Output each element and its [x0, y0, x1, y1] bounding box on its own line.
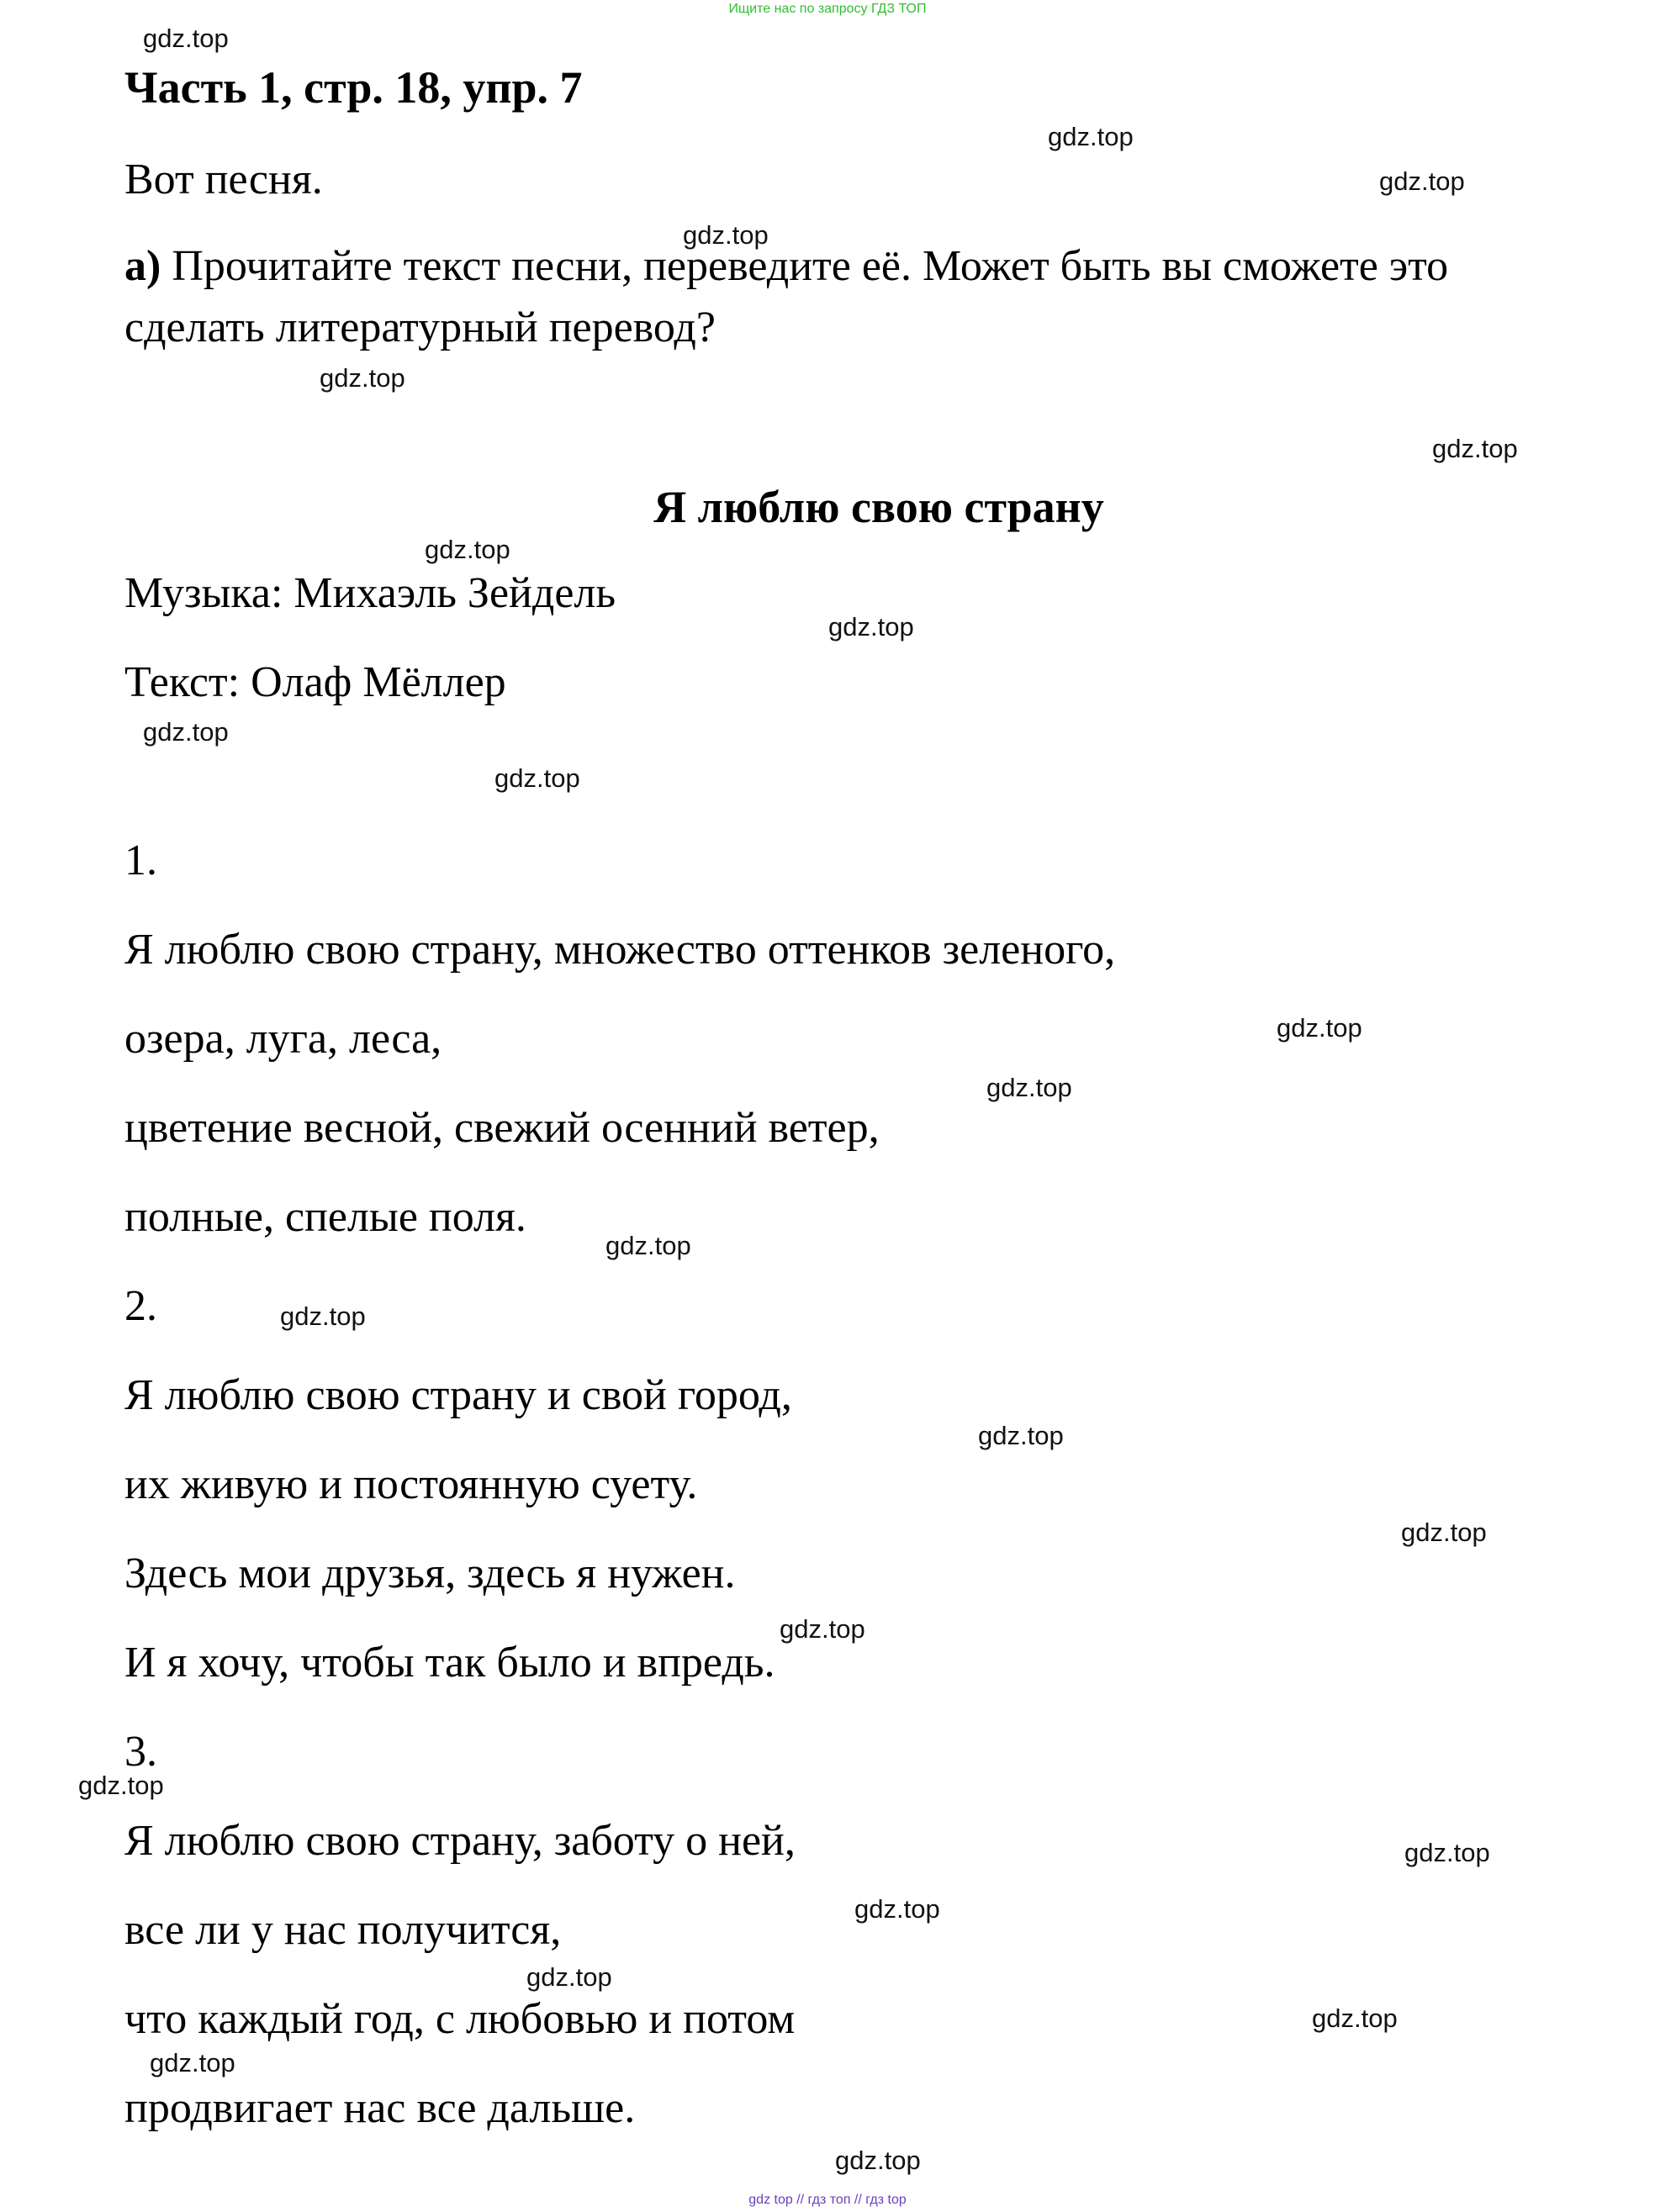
task-text-1: Прочитайте текст песни, переведите её. Может быть вы сможете это — [172, 242, 1449, 290]
watermark: gdz.top — [425, 535, 510, 564]
verse-3-number: 3. — [124, 1728, 157, 1776]
watermark: gdz.top — [320, 363, 405, 393]
song-lyrics-credit: Текст: Олаф Мёллер — [124, 658, 506, 706]
task-line-1 — [124, 240, 1448, 293]
watermark: gdz.top — [978, 1421, 1064, 1450]
exercise-heading: Часть 1, стр. 18, упр. 7 — [124, 62, 583, 113]
watermark: gdz.top — [1048, 122, 1134, 151]
watermark: gdz.top — [143, 24, 229, 53]
intro-text: Вот песня. — [124, 156, 323, 203]
watermark: gdz.top — [854, 1894, 940, 1924]
watermark: gdz.top — [828, 612, 914, 641]
watermark: gdz.top — [1312, 2003, 1398, 2033]
watermark: gdz.top — [1432, 434, 1518, 463]
task-label: а) — [124, 242, 161, 290]
verse-2-number: 2. — [124, 1282, 157, 1330]
verse-1-line-1: Я люблю свою страну, множество оттенков зеленого, — [124, 926, 1116, 974]
verse-3-line-3: что каждый год, с любовью и потом — [124, 1995, 796, 2043]
song-title: Я люблю свою страну — [653, 482, 1104, 532]
watermark: gdz.top — [1277, 1013, 1362, 1043]
watermark: gdz.top — [280, 1301, 366, 1331]
verse-3-line-1: Я люблю свою страну, заботу о ней, — [124, 1817, 796, 1865]
verse-1-line-4: полные, спелые поля. — [124, 1193, 526, 1241]
watermark: gdz.top — [780, 1614, 865, 1644]
watermark: gdz.top — [835, 2146, 921, 2175]
watermark: gdz.top — [683, 220, 769, 250]
watermark: gdz.top — [78, 1771, 164, 1800]
verse-1-line-3: цветение весной, свежий осенний ветер, — [124, 1104, 880, 1152]
verse-2-line-4: И я хочу, чтобы так было и впредь. — [124, 1639, 775, 1687]
footer-watermark: gdz top // гдз топ // гдз top — [748, 2193, 907, 2207]
verse-2-line-2: их живую и постоянную суету. — [124, 1460, 698, 1508]
watermark: gdz.top — [986, 1073, 1072, 1102]
verse-3-line-2: все ли у нас получится, — [124, 1906, 562, 1954]
song-music-credit: Музыка: Михаэль Зейдель — [124, 569, 616, 617]
watermark: gdz.top — [494, 763, 580, 793]
verse-2-line-3: Здесь мои друзья, здесь я нужен. — [124, 1549, 736, 1597]
watermark: gdz.top — [1401, 1518, 1487, 1547]
verse-1-line-2: озера, луга, леса, — [124, 1015, 442, 1063]
verse-1-number: 1. — [124, 837, 157, 884]
verse-2-line-1: Я люблю свою страну и свой город, — [124, 1371, 792, 1419]
top-banner: Ищите нас по запросу ГДЗ ТОП — [728, 2, 927, 16]
watermark: gdz.top — [605, 1231, 691, 1260]
verse-3-line-4: продвигает нас все дальше. — [124, 2084, 636, 2132]
watermark: gdz.top — [143, 717, 229, 747]
watermark: gdz.top — [1404, 1838, 1490, 1867]
task-line-2: сделать литературный перевод? — [124, 304, 716, 351]
watermark: gdz.top — [526, 1962, 612, 1992]
watermark: gdz.top — [150, 2048, 235, 2077]
watermark: gdz.top — [1379, 166, 1465, 196]
